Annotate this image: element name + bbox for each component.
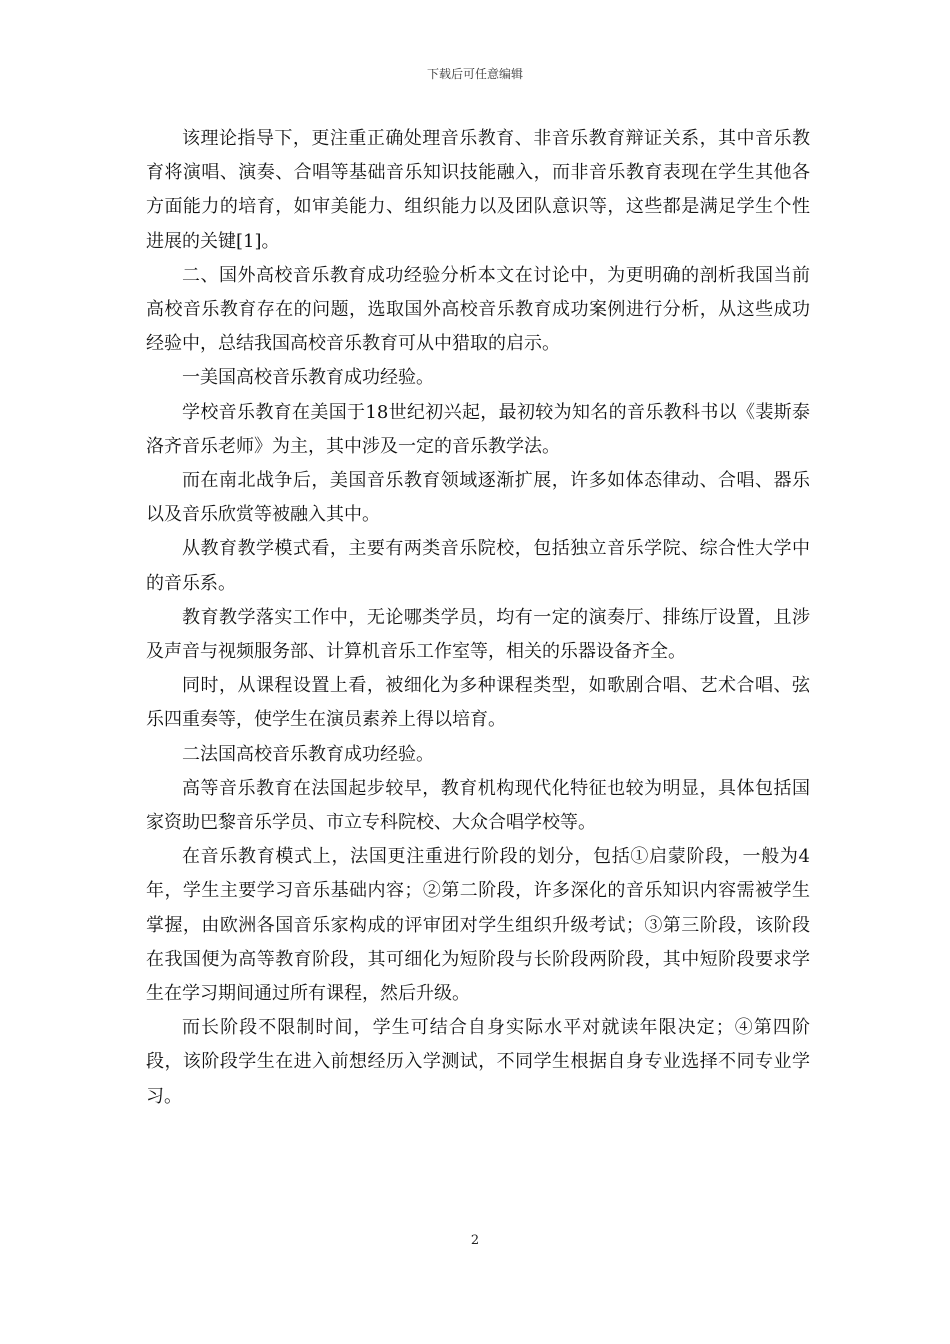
section-heading-france: 二法国高校音乐教育成功经验。	[182, 743, 434, 765]
paragraph-10: 高等音乐教育在法国起步较早，教育机构现代化特征也较为明显，具体包括国家资助巴黎音乐学员、市立专科院校、大众合唱学校等。	[146, 777, 810, 834]
page-number: 2	[470, 1233, 480, 1248]
paragraph-6: 从教育教学模式看，主要有两类音乐院校，包括独立音乐学院、综合性大学中的音乐系。	[146, 538, 810, 594]
paragraph-12: 而长阶段不限制时间，学生可结合自身实际水平对就读年限决定；④第四阶段，该阶段学生在进入前想经历入学测试，不同学生根据自身专业选择不同专业学习。	[146, 1017, 810, 1107]
section-heading-usa: 一美国高校音乐教育成功经验。	[182, 367, 434, 389]
paragraph-8: 同时，从课程设置上看，被细化为多种课程类型，如歌剧合唱、艺术合唱、弦乐四重奏等，使学生在演员素养上得以培育。	[146, 675, 810, 731]
paragraph-11: 在音乐教育模式上，法国更注重进行阶段的划分，包括①启蒙阶段，一般为4年，学生主要学习音乐基础内容；②第二阶段，许多深化的音乐知识内容需被学生掌握，由欧洲各国音乐家构成的评审团对学生组织升级考试；③第三阶段，该阶段在我国便为高等教育阶段，其可细化为短阶段与长阶段两阶段，其中短阶段要求学生在学习期间通过所有课程，然后升级。	[146, 846, 810, 1005]
paragraph-7: 教育教学落实工作中，无论哪类学员，均有一定的演奏厅、排练厅设置，且涉及声音与视频服务部、计算机音乐工作室等，相关的乐器设备齐全。	[146, 606, 810, 663]
paragraph-4: 学校音乐教育在美国于18世纪初兴起，最初较为知名的音乐教科书以《裴斯泰洛齐音乐老师》为主，其中涉及一定的音乐教学法。	[146, 401, 810, 457]
paragraph-5: 而在南北战争后，美国音乐教育领域逐渐扩展，许多如体态律动、合唱、器乐以及音乐欣赏等被融入其中。	[146, 470, 810, 526]
paragraph-1: 该理论指导下，更注重正确处理音乐教育、非音乐教育辩证关系，其中音乐教育将演唱、演奏、合唱等基础音乐知识技能融入，而非音乐教育表现在学生其他各方面能力的培育，如审美能力、组织能力以及团队意识等，这些都是满足学生个性进展的关键[1]。	[146, 128, 810, 252]
paragraph-2: 二、国外高校音乐教育成功经验分析本文在讨论中，为更明确的剖析我国当前高校音乐教育存在的问题，选取国外高校音乐教育成功案例进行分析，从这些成功经验中，总结我国高校音乐教育可从中猎取的启示。	[146, 264, 810, 355]
page-header: 下载后可任意编辑	[426, 67, 523, 81]
document-body	[146, 122, 810, 1114]
